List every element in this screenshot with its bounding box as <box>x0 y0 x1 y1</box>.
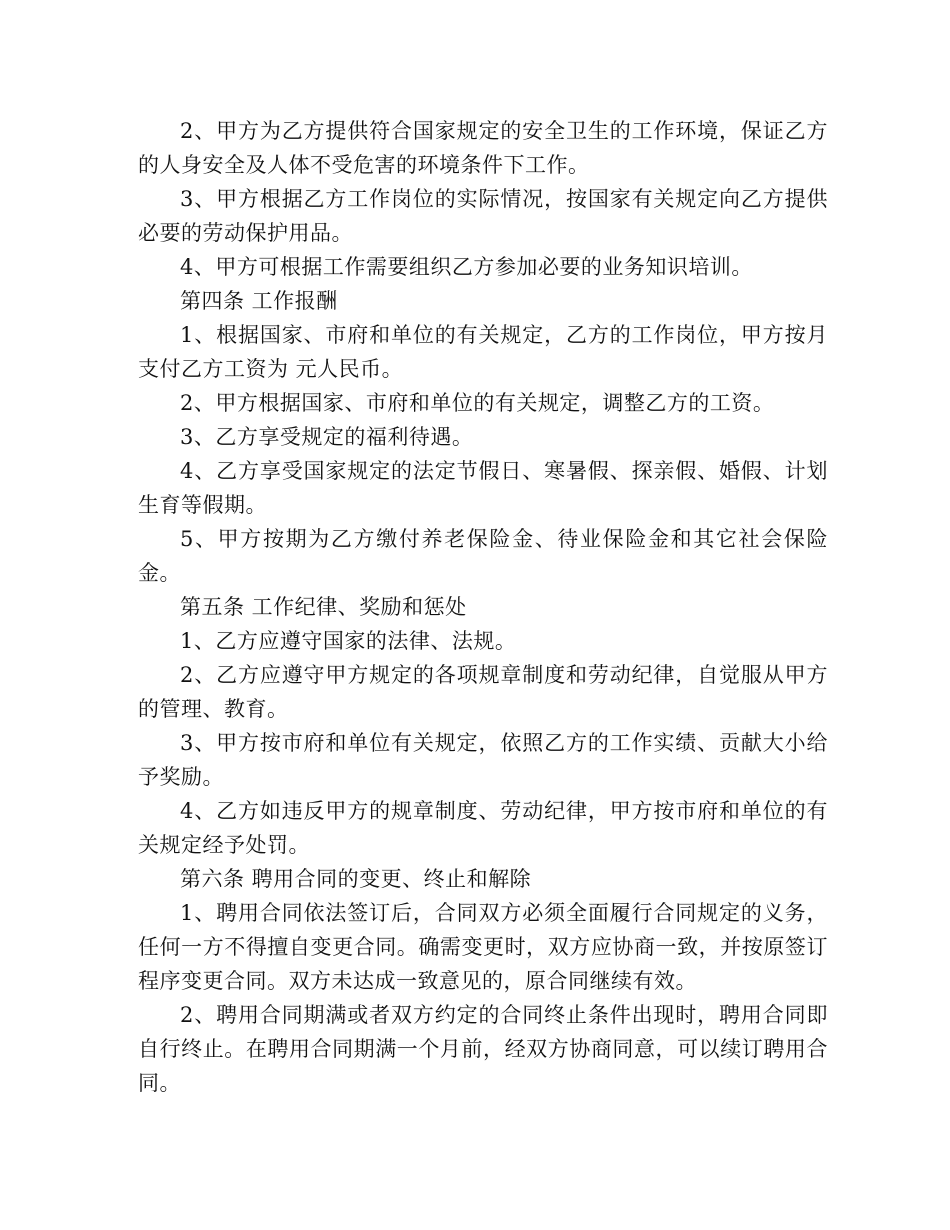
paragraph: 2、乙方应遵守甲方规定的各项规章制度和劳动纪律，自觉服从甲方的管理、教育。 <box>138 663 828 721</box>
paragraph: 1、聘用合同依法签订后，合同双方必须全面履行合同规定的义务，任何一方不得擅自变更合同。确需变更时，双方应协商一致，并按原签订程序变更合同。双方未达成一致意见的，原合同继续有效。 <box>138 901 828 993</box>
paragraph: 1、乙方应遵守国家的法律、法规。 <box>180 629 517 653</box>
section-heading-article-5: 第五条 工作纪律、奖励和惩处 <box>180 595 467 619</box>
section-heading-article-4: 第四条 工作报酬 <box>180 289 338 313</box>
section-heading-article-6: 第六条 聘用合同的变更、终止和解除 <box>180 867 532 891</box>
paragraph: 4、乙方享受国家规定的法定节假日、寒暑假、探亲假、婚假、计划生育等假期。 <box>138 459 828 517</box>
paragraph: 2、聘用合同期满或者双方约定的合同终止条件出现时，聘用合同即自行终止。在聘用合同期满一个月前，经双方协商同意，可以续订聘用合同。 <box>138 1003 828 1095</box>
paragraph: 3、甲方按市府和单位有关规定，依照乙方的工作实绩、贡献大小给予奖励。 <box>138 731 828 789</box>
paragraph: 4、甲方可根据工作需要组织乙方参加必要的业务知识培训。 <box>180 255 753 279</box>
paragraph: 1、根据国家、市府和单位的有关规定，乙方的工作岗位，甲方按月支付乙方工资为 元人民币。 <box>138 323 828 381</box>
paragraph: 3、乙方享受规定的福利待遇。 <box>180 425 474 449</box>
document-body <box>138 114 828 1100</box>
paragraph: 5、甲方按期为乙方缴付养老保险金、待业保险金和其它社会保险金。 <box>138 527 828 585</box>
paragraph: 2、甲方根据国家、市府和单位的有关规定，调整乙方的工资。 <box>180 391 775 415</box>
paragraph: 3、甲方根据乙方工作岗位的实际情况，按国家有关规定向乙方提供必要的劳动保护用品。 <box>138 187 828 245</box>
paragraph: 2、甲方为乙方提供符合国家规定的安全卫生的工作环境，保证乙方的人身安全及人体不受危害的环境条件下工作。 <box>138 119 828 177</box>
paragraph: 4、乙方如违反甲方的规章制度、劳动纪律，甲方按市府和单位的有关规定经予处罚。 <box>138 799 828 857</box>
